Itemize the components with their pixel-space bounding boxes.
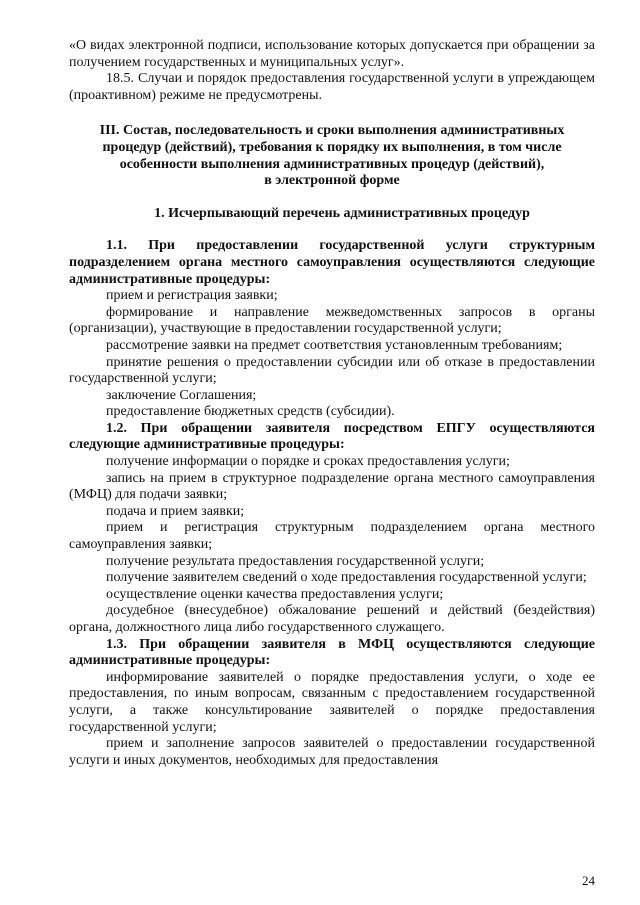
document-page [69, 38, 595, 769]
section-title-line: в электронной форме [264, 173, 400, 189]
list-item: осуществление оценки качества предоставления услуги; [106, 586, 444, 602]
list-item: формирование и направление межведомственных запросов в органы (организации), участвующие в предоставлении государственной услуги; [69, 304, 595, 337]
list-item: принятие решения о предоставлении субсидии или об отказе в предоставлении государственной услуги; [69, 354, 595, 387]
list-item: заключение Соглашения; [106, 387, 257, 403]
section-title-line: особенности выполнения административных процедур (действий), [119, 156, 545, 172]
paragraph-1-1-heading: 1.1. При предоставлении государственной услуги структурным подразделением органа местного самоуправления осуществляются следующие административные процедуры: [69, 238, 595, 287]
list-item: прием и регистрация заявки; [106, 288, 278, 304]
list-item: рассмотрение заявки на предмет соответствия установленным требованиям; [106, 337, 563, 353]
list-item: подача и прием заявки; [106, 503, 245, 519]
list-item: досудебное (внесудебное) обжалование решений и действий (бездействия) органа, должностного лица либо государственного служащего. [69, 603, 595, 635]
list-item: получение заявителем сведений о ходе предоставления государственной услуги; [106, 570, 587, 586]
list-item: получение результата предоставления государственной услуги; [106, 553, 485, 569]
list-item: прием и заполнение запросов заявителей о предоставлении государственной услуги и иных документов, необходимых для предоставления [69, 736, 595, 768]
list-item: предоставление бюджетных средств (субсидии). [106, 404, 395, 420]
subsection-title: 1. Исчерпывающий перечень административных процедур [154, 205, 530, 221]
list-item: информирование заявителей о порядке предоставления услуги, о ходе ее предоставления, по иным вопросам, связанным с предоставлением государственной услуги, а также консультирование заявителей о порядке предоставления государственной услуги; [69, 669, 595, 735]
list-item: получение информации о порядке и сроках предоставления услуги; [106, 454, 510, 470]
item-18-5: 18.5. Случаи и порядок предоставления государственной услуги в упреждающем (проактивном) режиме не предусмотрены. [69, 71, 595, 103]
paragraph-1-3-heading: 1.3. При обращении заявителя в МФЦ осуществляются следующие административные процедуры: [69, 636, 595, 669]
section-title-line: III. Состав, последовательность и сроки выполнения административных [99, 123, 565, 139]
paragraph-1-2-heading: 1.2. При обращении заявителя посредством ЕПГУ осуществляются следующие административные процедуры: [69, 420, 595, 453]
list-item: запись на прием в структурное подразделение органа местного самоуправления (МФЦ) для подачи заявки; [69, 470, 595, 503]
list-item: прием и регистрация структурным подразделением органа местного самоуправления заявки; [69, 520, 595, 553]
intro-continued: «О видах электронной подписи, использование которых допускается при обращении за получением государственных и муниципальных услуг». [69, 38, 595, 70]
section-title-line: процедур (действий), требования к порядку их выполнения, в том числе [102, 139, 562, 155]
page-number: 24 [582, 873, 595, 888]
section-title [69, 123, 595, 189]
